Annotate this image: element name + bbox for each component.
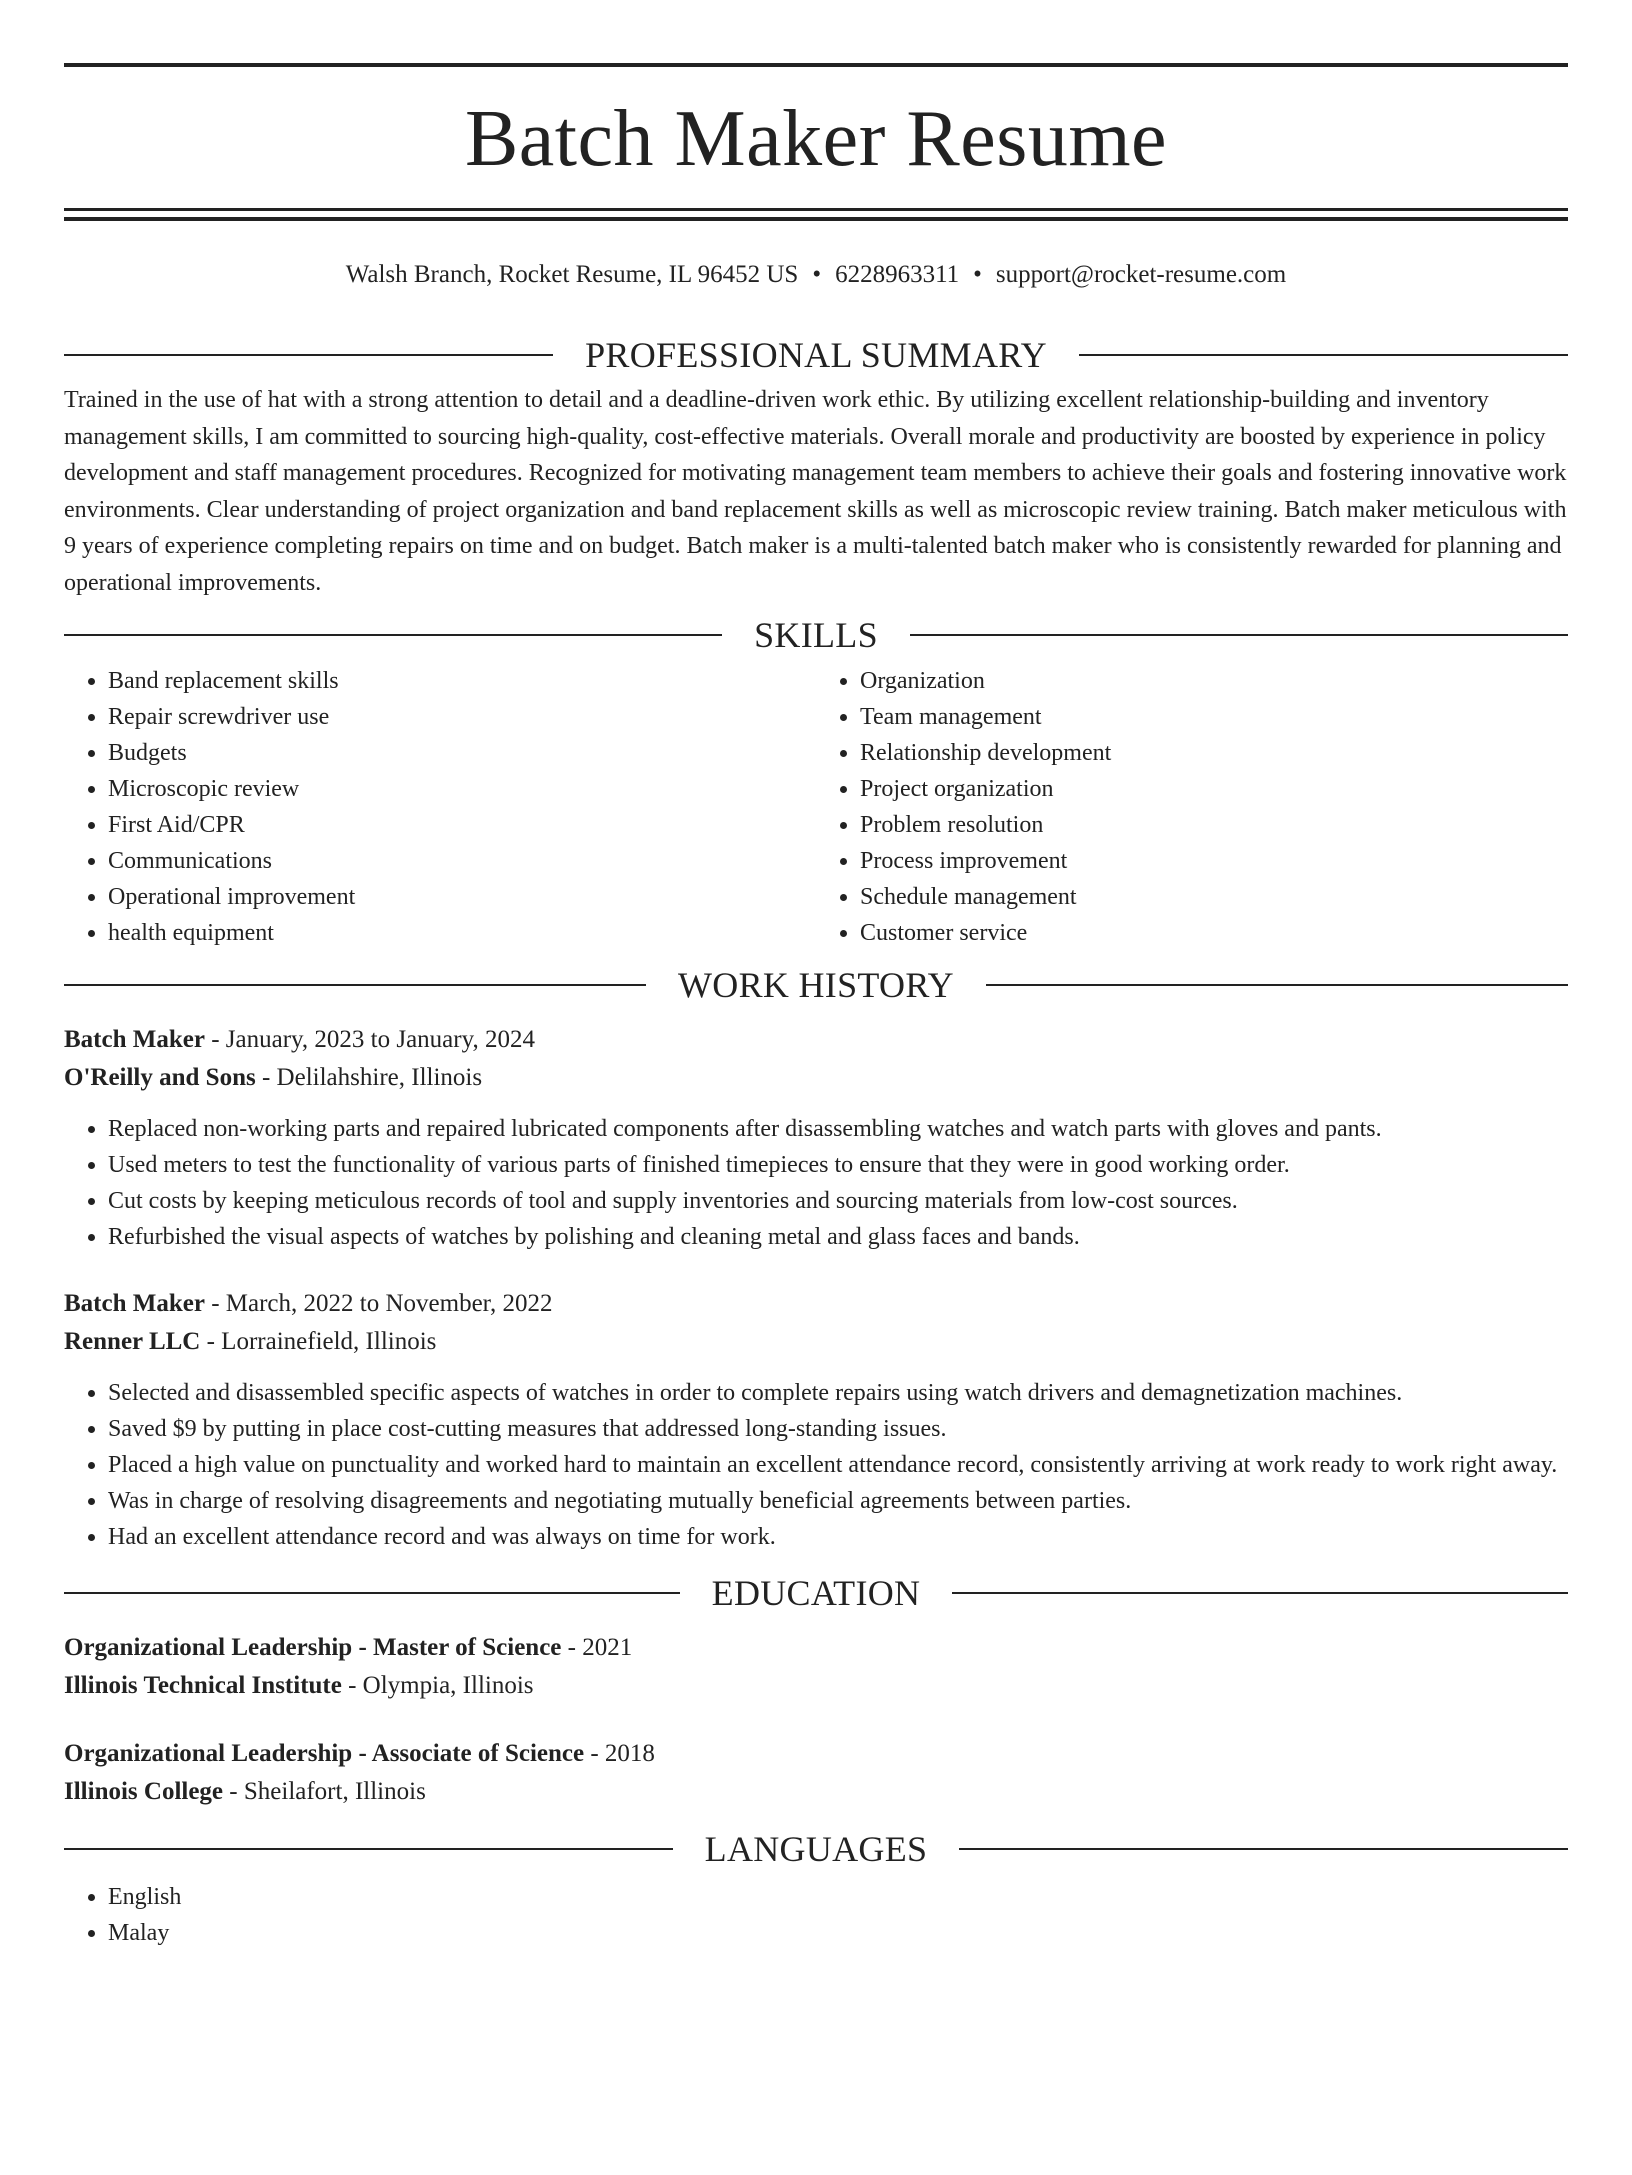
job-entry <box>64 1021 1568 1255</box>
section-title: LANGUAGES <box>704 1829 928 1869</box>
skill-item: • Communications <box>108 843 816 879</box>
skill-item: • Schedule management <box>860 879 1568 915</box>
skills-grid <box>64 663 1568 951</box>
education-location: - Olympia, Illinois <box>341 1672 534 1699</box>
job-bullet: • Placed a high value on punctuality and worked hard to maintain an excellent attendance record, consistently arriving at work ready to work right away. <box>108 1447 1568 1483</box>
job-location: - Lorrainefield, Illinois <box>200 1328 437 1355</box>
skill-item: • Team management <box>860 699 1568 735</box>
job-bullet: • Replaced non-working parts and repaired lubricated components after disassembling watches and watch parts with gloves and pants. <box>108 1111 1568 1147</box>
contact-line <box>64 255 1568 295</box>
skill-item: • Organization <box>860 663 1568 699</box>
education-school: Illinois Technical Institute <box>64 1672 342 1699</box>
job-bullet: • Was in charge of resolving disagreements and negotiating mutually beneficial agreements between parties. <box>108 1483 1568 1519</box>
skills-column-right <box>816 663 1568 951</box>
summary-text: Trained in the use of hat with a strong attention to detail and a deadline-driven work ethic. By utilizing excellent relationship-building and inventory management skills, I am committed to sourcing high-quality, cost-effective materials. Overall morale and productivity are boosted by experience in policy development and staff management procedures. Recognized for motivating management team members to achieve their goals and fostering innovative work environments. Clear understanding of project organization and band replacement skills as well as microscopic review training. Batch maker meticulous with 9 years of experience completing repairs on time and on budget. Batch maker is a multi-talented batch maker who is consistently rewarded for planning and operational improvements. <box>64 387 1567 596</box>
divider-line <box>1079 354 1568 356</box>
education-entry <box>64 1735 1568 1811</box>
job-company: O'Reilly and Sons <box>64 1064 256 1091</box>
section-heading-skills <box>64 615 1568 655</box>
skills-column-left <box>64 663 816 951</box>
education-school-line <box>64 1667 1568 1705</box>
contact-phone: 6228963311 <box>835 261 960 288</box>
contact-address: Walsh Branch, Rocket Resume, IL 96452 US <box>345 261 799 288</box>
language-item: • English <box>108 1879 1568 1915</box>
education-entry <box>64 1629 1568 1705</box>
job-bullet: • Saved $9 by putting in place cost-cutting measures that addressed long-standing issues. <box>108 1411 1568 1447</box>
contact-separator: • <box>973 261 982 288</box>
education-degree-line <box>64 1735 1568 1773</box>
education-degree-line <box>64 1629 1568 1667</box>
skill-item: • Budgets <box>108 735 816 771</box>
skill-item: • Process improvement <box>860 843 1568 879</box>
job-company-line <box>64 1323 1568 1361</box>
skill-item: • Operational improvement <box>108 879 816 915</box>
section-title: WORK HISTORY <box>678 965 954 1005</box>
divider-line <box>952 1592 1568 1594</box>
skill-item: • Project organization <box>860 771 1568 807</box>
skill-item: • health equipment <box>108 915 816 951</box>
divider-line <box>64 984 646 986</box>
language-item: • Malay <box>108 1915 1568 1951</box>
job-title: Batch Maker <box>64 1290 205 1317</box>
contact-separator: • <box>812 261 822 288</box>
contact-email: support@rocket-resume.com <box>995 261 1287 288</box>
skill-item: • Microscopic review <box>108 771 816 807</box>
skill-item: • Relationship development <box>860 735 1568 771</box>
title-double-rule <box>64 208 1568 221</box>
job-title: Batch Maker <box>64 1026 205 1053</box>
job-location: - Delilahshire, Illinois <box>255 1064 483 1091</box>
job-company-line <box>64 1059 1568 1097</box>
section-title: EDUCATION <box>711 1573 921 1613</box>
skill-item: • Customer service <box>860 915 1568 951</box>
education-degree: Organizational Leadership - Associate of Science <box>64 1740 585 1767</box>
divider-line <box>64 1592 680 1594</box>
job-bullet: • Refurbished the visual aspects of watches by polishing and cleaning metal and glass faces and bands. <box>108 1219 1568 1255</box>
education-location: - Sheilafort, Illinois <box>223 1778 426 1805</box>
section-heading-summary <box>64 335 1568 375</box>
section-title: PROFESSIONAL SUMMARY <box>585 335 1047 375</box>
job-bullet: • Cut costs by keeping meticulous records of tool and supply inventories and sourcing materials from low-cost sources. <box>108 1183 1568 1219</box>
divider-line <box>959 1848 1568 1850</box>
section-heading-education <box>64 1573 1568 1613</box>
divider-line <box>64 634 722 636</box>
job-bullet: • Used meters to test the functionality of various parts of finished timepieces to ensure that they were in good working order. <box>108 1147 1568 1183</box>
education-school-line <box>64 1773 1568 1811</box>
divider-line <box>910 634 1568 636</box>
skill-item: • First Aid/CPR <box>108 807 816 843</box>
divider-line <box>986 984 1568 986</box>
resume-page <box>0 63 1632 2175</box>
job-dates: - January, 2023 to January, 2024 <box>204 1026 535 1053</box>
job-company: Renner LLC <box>64 1328 201 1355</box>
education-year: - 2018 <box>584 1740 655 1767</box>
divider-line <box>64 1848 673 1850</box>
education-degree: Organizational Leadership - Master of Science <box>64 1634 562 1661</box>
section-title: SKILLS <box>754 615 878 655</box>
education-school: Illinois College <box>64 1778 224 1805</box>
job-title-line <box>64 1285 1568 1323</box>
skill-item: • Problem resolution <box>860 807 1568 843</box>
skill-item: • Repair screwdriver use <box>108 699 816 735</box>
job-title-line <box>64 1021 1568 1059</box>
section-heading-languages <box>64 1829 1568 1869</box>
languages-list <box>64 1879 1568 1951</box>
skill-item: • Band replacement skills <box>108 663 816 699</box>
top-rule <box>64 63 1568 67</box>
resume-title: Batch Maker Resume <box>464 95 1168 183</box>
job-entry <box>64 1285 1568 1555</box>
divider-line <box>64 354 553 356</box>
job-bullet: • Selected and disassembled specific aspects of watches in order to complete repairs using watch drivers and demagnetization machines. <box>108 1375 1568 1411</box>
section-heading-work <box>64 965 1568 1005</box>
education-year: - 2021 <box>561 1634 633 1661</box>
job-bullet: • Had an excellent attendance record and was always on time for work. <box>108 1519 1568 1555</box>
job-dates: - March, 2022 to November, 2022 <box>204 1290 553 1317</box>
